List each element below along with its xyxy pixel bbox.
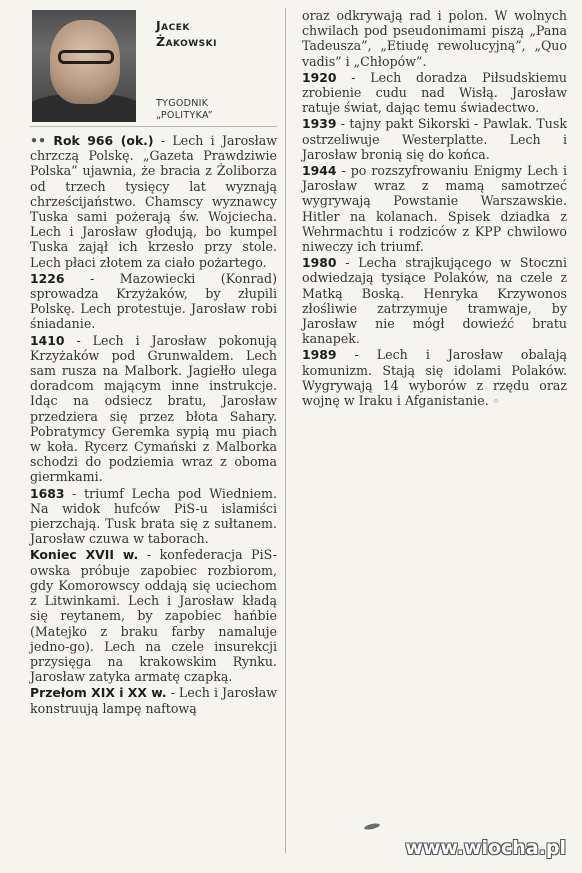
entry-text: - Lech i Jarosław chrzczą Polskę. „Gazeta Prawdziwie Polska” ujawnia, że bracia z Żoliborza od trzech tysięcy lat wyznają chrześcijaństwo. Chamscy wyznawcy Tuska sami pożerają św. Wojciecha. Lech i Jarosław głodują, bo kumpel Tuska zajął ich krzesło przy stole. Lech płaci złotem za ciało pożartego. <box>30 133 277 270</box>
left-column <box>30 8 286 853</box>
entry-year: 1226 <box>30 270 65 286</box>
continuation-text: oraz odkrywają rad i polon. W wolnych chwilach pod pseudonimami piszą „Pana Tadeusza”, „Etiudę rewolucyjną”, „Quo vadis” i „Chłopów”. <box>302 8 567 69</box>
entry-year: Koniec XVII w. <box>30 547 139 563</box>
entry-year: 1980 <box>302 255 337 271</box>
right-column <box>292 8 567 410</box>
entry-year: Rok 966 (ok.) <box>53 133 154 148</box>
entry <box>302 347 567 409</box>
author-last-name: Żakowski <box>156 34 217 49</box>
bullet-icon: •• <box>30 133 47 148</box>
entry <box>30 685 277 715</box>
entry <box>302 70 567 116</box>
entry <box>302 255 567 346</box>
entry <box>30 271 277 332</box>
entry <box>30 133 277 270</box>
entry-year: 1683 <box>30 485 65 501</box>
publication-line-2: „POLITYKA” <box>156 110 213 121</box>
entry <box>302 116 567 162</box>
byline <box>30 8 277 127</box>
entry-year: 1920 <box>302 69 337 85</box>
entry-text: - po rozszyfrowaniu Enigmy Lech i Jarosław wraz z mamą samotrzeć wygrywają Powstanie Warszawskie. Hitler na kolanach. Spisek dziadka z Wehrmachtu i rodziców z KPP chwilowo niweczy ich triumf. <box>302 163 567 255</box>
publication-name <box>156 98 213 122</box>
entry-text: - Lecha strajkującego w Stoczni odwiedzają tysiące Polaków, na czele z Matką Boską. Henryka Krzywonos złośliwie zatrzymuje tramwaje, by Jarosław nie mógł dowieźć bratu kanapek. <box>302 255 567 347</box>
entry-text: - konfederacja PiS-owska próbuje zapobiec rozbiorom, gdy Komorowscy oddają się uciechom z Litwinkami. Lech i Jarosław kładą się reytanem, by zapobiec hańbie (Matejko z braku farby namaluje jedno-go). Lech na czele insurekcji przysięga na krakowskim Rynku. Jarosław zatyka armatę czapką. <box>30 547 277 685</box>
ink-smudge <box>364 822 381 830</box>
author-first-name: Jacek <box>156 18 190 33</box>
entry <box>30 333 277 485</box>
entry-year: 1989 <box>302 347 337 363</box>
publication-line-1: TYGODNIK <box>156 98 209 109</box>
author-photo <box>32 10 136 122</box>
entry-year: 1944 <box>302 163 337 179</box>
entry-text: - Lech i Jarosław pokonują Krzyżaków pod Grunwaldem. Lech sam rusza na Malbork. Jagiełło ulega doradcom mającym inne instrukcje. Idąc na odsiecz bratu, Jarosław przedziera się przez błota Sahary. Pobratymcy Geremka sypią mu piach w koła. Rycerz Cymański z Malborka schodzi do podziemia wraz z oboma giermkami. <box>30 332 277 485</box>
entry-text: - Lech i Jarosław obalają komunizm. Stają się idolami Polaków. Wygrywają 14 wyborów z rzędu oraz wojnę w Iraku i Afganistanie. <box>302 347 567 409</box>
entry <box>302 163 567 254</box>
entry-year: 1939 <box>302 116 337 132</box>
entry-text: - triumf Lecha pod Wiedniem. Na widok hufców PiS-u islamiści pierzchają. Tusk brata się z sułtanem. Jarosław czuwa w taborach. <box>30 485 277 547</box>
entry-year: Przełom XIX i XX w. <box>30 685 167 701</box>
entry-text: - Lech doradza Piłsudskiemu zrobienie cudu nad Wisłą. Jarosław ratuje świat, dając temu świadectwo. <box>302 69 567 116</box>
entry <box>30 486 277 547</box>
entry-year: 1410 <box>30 332 65 348</box>
entry-text: - tajny pakt Sikorski - Pawlak. Tusk ostrzeliwuje Westerplatte. Lech i Jarosław bronią się do końca. <box>302 116 567 162</box>
entry-text: - Mazowiecki (Konrad) sprowadza Krzyżaków, by złupili Polskę. Lech protestuje. Jarosław robi śniadanie. <box>30 270 277 332</box>
author-name <box>156 18 217 50</box>
glasses-icon <box>58 50 114 64</box>
entry-text: - Lech i Jarosław konstruują lampę naftową <box>30 685 277 716</box>
entries-left <box>30 127 277 716</box>
watermark: www.wiocha.pl <box>405 837 566 859</box>
entry <box>30 547 277 684</box>
end-mark-icon: ◦ <box>492 395 500 409</box>
